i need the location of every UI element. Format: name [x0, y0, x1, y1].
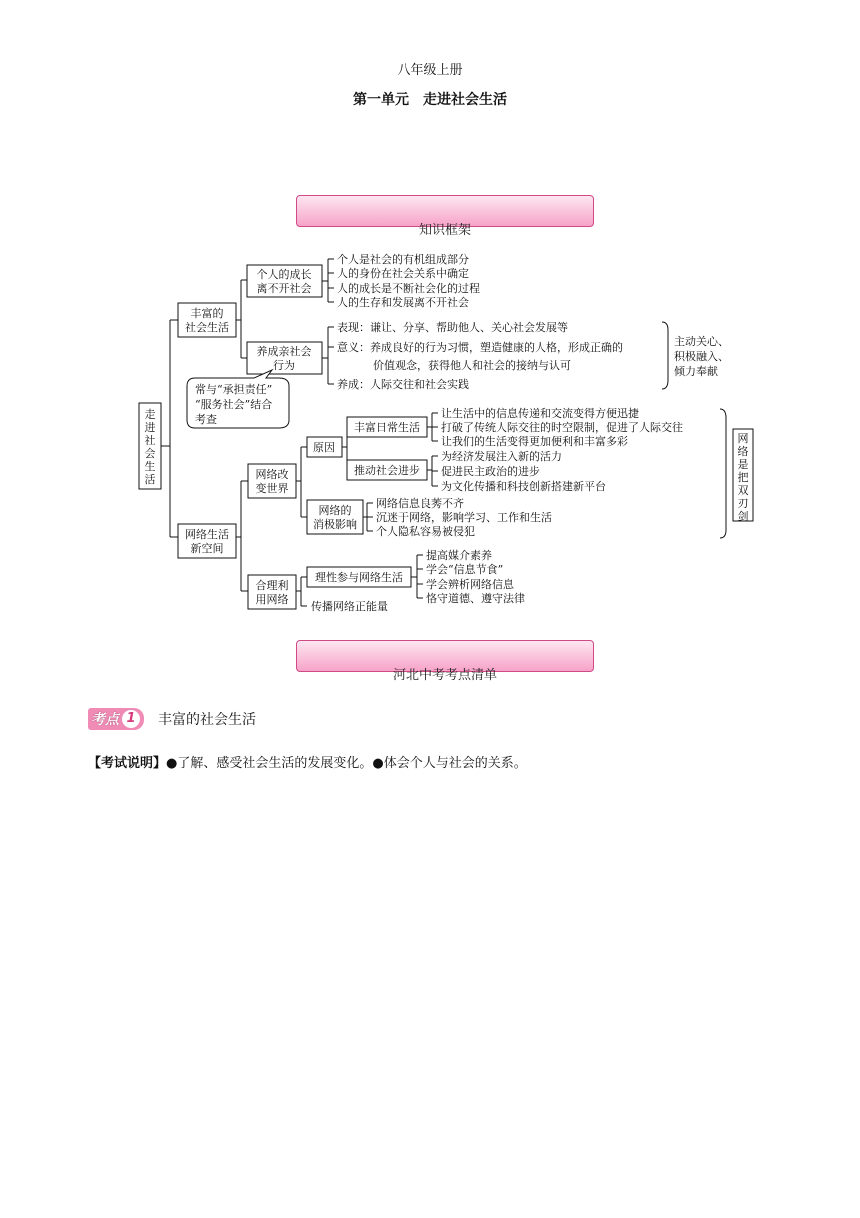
- svg-text:表现：谦让、分享、帮助他人、关心社会发展等: 表现：谦让、分享、帮助他人、关心社会发展等: [337, 321, 568, 334]
- svg-text:个人的成长: 个人的成长: [256, 268, 312, 281]
- svg-text:丰富的: 丰富的: [190, 307, 224, 320]
- kaodian-title: 丰富的社会生活: [158, 712, 256, 728]
- svg-text:网络信息良莠不齐: 网络信息良莠不齐: [376, 497, 464, 510]
- kaodian-heading: [88, 708, 256, 730]
- svg-text:社会生活: 社会生活: [185, 321, 229, 334]
- svg-text:主动关心、: 主动关心、: [674, 335, 729, 348]
- root-label: [145, 407, 156, 486]
- svg-text:是: 是: [737, 458, 749, 471]
- svg-text:“服务社会”结合: “服务社会”结合: [195, 398, 273, 411]
- prosocial-items: [337, 320, 623, 391]
- negative-items: [376, 496, 552, 538]
- svg-text:养成：人际交往和社会实践: 养成：人际交往和社会实践: [337, 378, 469, 391]
- exam-note: [88, 752, 527, 771]
- svg-text:络: 络: [737, 445, 749, 458]
- svg-text:活: 活: [144, 473, 156, 486]
- svg-text:学会“信息节食”: 学会“信息节食”: [426, 563, 504, 576]
- svg-text:让我们的生活变得更加便利和丰富多彩: 让我们的生活变得更加便利和丰富多彩: [441, 435, 628, 448]
- exam-note-tag: 【考试说明】: [88, 756, 167, 771]
- svg-text:丰富日常生活: 丰富日常生活: [354, 421, 420, 434]
- svg-text:新空间: 新空间: [190, 542, 224, 555]
- double-edged-label: [738, 432, 749, 523]
- svg-text:个人隐私容易被侵犯: 个人隐私容易被侵犯: [376, 525, 475, 538]
- svg-text:沉迷于网络，影响学习、工作和生活: 沉迷于网络，影响学习、工作和生活: [376, 511, 552, 524]
- kaodian-badge: 考点 1: [88, 708, 144, 730]
- svg-text:常与“承担责任”: 常与“承担责任”: [195, 383, 273, 396]
- svg-text:网络的: 网络的: [318, 504, 352, 517]
- svg-text:网络生活: 网络生活: [185, 528, 229, 541]
- svg-text:让生活中的信息传递和交流变得方便迅捷: 让生活中的信息传递和交流变得方便迅捷: [441, 407, 639, 420]
- svg-text:养成亲社会: 养成亲社会: [256, 345, 312, 358]
- enrich-items: [441, 406, 683, 448]
- svg-text:双: 双: [737, 484, 749, 497]
- rational-items: [426, 548, 525, 605]
- growth-items: [337, 252, 480, 309]
- framework-banner-label: 知识框架: [418, 223, 471, 238]
- svg-text:价值观念，获得他人和社会的接纳与认可: 价值观念，获得他人和社会的接纳与认可: [373, 359, 571, 372]
- svg-text:考查: 考查: [195, 413, 217, 426]
- svg-text:合理利: 合理利: [255, 579, 289, 592]
- svg-text:走: 走: [144, 408, 156, 421]
- checklist-banner: [296, 640, 594, 683]
- svg-text:进: 进: [144, 421, 156, 434]
- svg-text:理性参与网络生活: 理性参与网络生活: [315, 571, 403, 584]
- svg-text:剑: 剑: [737, 510, 749, 523]
- kaodian-number: 1: [122, 710, 140, 728]
- svg-text:提高媒介素养: 提高媒介素养: [426, 549, 492, 562]
- svg-text:消极影响: 消极影响: [313, 518, 357, 531]
- double-edged-bracket: [720, 409, 726, 538]
- svg-text:人的生存和发展离不开社会: 人的生存和发展离不开社会: [337, 296, 469, 309]
- svg-text:生: 生: [144, 460, 156, 473]
- svg-text:用网络: 用网络: [255, 593, 289, 606]
- svg-text:网络改: 网络改: [255, 468, 289, 481]
- svg-text:积极融入、: 积极融入、: [674, 350, 729, 363]
- svg-text:人的成长是不断社会化的过程: 人的成长是不断社会化的过程: [337, 282, 480, 295]
- svg-text:恪守道德、遵守法律: 恪守道德、遵守法律: [426, 592, 525, 605]
- svg-text:人的身份在社会关系中确定: 人的身份在社会关系中确定: [337, 267, 469, 280]
- svg-text:个人是社会的有机组成部分: 个人是社会的有机组成部分: [337, 253, 469, 266]
- exam-note-text: ●了解、感受社会生活的发展变化。●体会个人与社会的关系。: [166, 756, 527, 771]
- unit-title: 第一单元 走进社会生活: [353, 92, 507, 108]
- svg-text:行为: 行为: [273, 359, 295, 372]
- checklist-banner-label: 河北中考考点清单: [392, 668, 497, 683]
- svg-text:刃: 刃: [737, 497, 749, 510]
- svg-text:推动社会进步: 推动社会进步: [354, 464, 420, 477]
- svg-text:离不开社会: 离不开社会: [256, 282, 312, 295]
- prosocial-bracket: [662, 322, 668, 389]
- grade-heading: 八年级上册: [397, 63, 463, 78]
- svg-text:倾力奉献: 倾力奉献: [674, 365, 718, 378]
- svg-text:意义：养成良好的行为习惯，塑造健康的人格，形成正确的: 意义：养成良好的行为习惯，塑造健康的人格，形成正确的: [337, 341, 623, 354]
- svg-text:变世界: 变世界: [255, 482, 289, 495]
- svg-text:促进民主政治的进步: 促进民主政治的进步: [441, 465, 540, 478]
- svg-text:社: 社: [144, 434, 156, 447]
- svg-text:学会辨析网络信息: 学会辨析网络信息: [426, 578, 514, 591]
- svg-text:把: 把: [737, 471, 749, 484]
- svg-text:为文化传播和科技创新搭建新平台: 为文化传播和科技创新搭建新平台: [441, 480, 606, 493]
- prosocial-summary: [674, 334, 729, 378]
- svg-text:会: 会: [144, 447, 156, 460]
- svg-text:网: 网: [737, 432, 749, 445]
- promote-items: [441, 449, 606, 493]
- svg-text:打破了传统人际交往的时空限制，促进了人际交往: 打破了传统人际交往的时空限制，促进了人际交往: [441, 421, 683, 434]
- svg-text:原因: 原因: [313, 441, 335, 454]
- positive-energy-label: 传播网络正能量: [311, 600, 388, 613]
- svg-text:为经济发展注入新的活力: 为经济发展注入新的活力: [441, 450, 562, 463]
